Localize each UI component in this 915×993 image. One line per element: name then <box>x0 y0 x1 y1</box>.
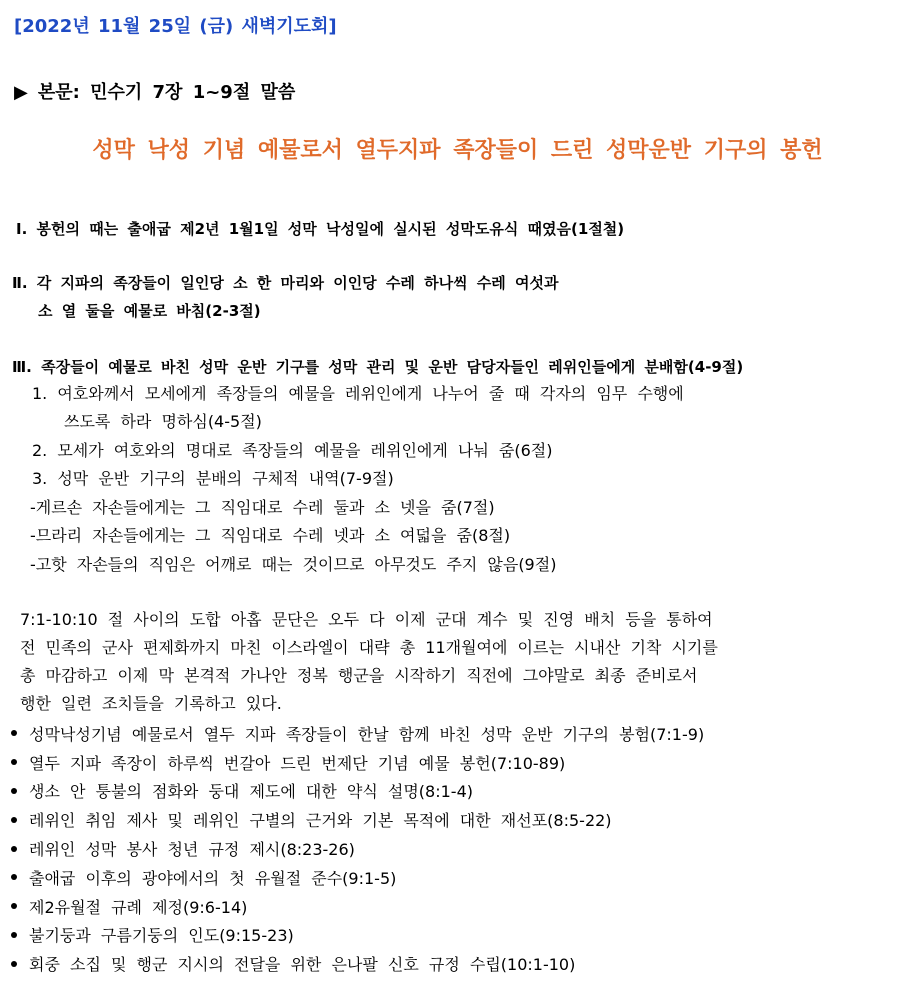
passage-heading <box>14 84 295 102</box>
bullet-icon <box>11 874 17 880</box>
detail-line-1: 1. 여호와께서 모세에게 족장들의 예물을 레위인에게 나누어 줄 때 각자의 임무 수행에 <box>32 384 684 403</box>
list-item: 생소 안 퉁불의 점화와 둥대 제도에 대한 약식 설명(8:1-4) <box>8 777 704 806</box>
list-item: 레위인 성막 봉사 청년 규정 제시(8:23-26) <box>8 834 704 863</box>
detail-gershon: -게르손 자손들에게는 그 직임대로 수레 둘과 소 넷을 줌(7절) <box>30 498 495 517</box>
list-item: 출애굽 이후의 광야에서의 첫 유월절 준수(9:1-5) <box>8 863 704 892</box>
bullet-icon <box>11 759 17 765</box>
detail-line-2: 2. 모세가 여호와의 명대로 족장들의 예물을 레위인에게 나눠 줌(6절) <box>32 441 553 460</box>
section-2-continuation: 소 열 둘을 예물로 바침(2-3절) <box>38 302 261 320</box>
bullet-icon <box>11 932 17 938</box>
detail-kohath: -고핫 자손들의 직임은 어깨로 때는 것이므로 아무것도 주지 않음(9절) <box>30 555 557 574</box>
paragraph-line-2: 전 민족의 군사 편제화까지 마친 이스라엘이 대략 총 11개월여에 이르는 시내산 기착 시기를 <box>20 638 718 657</box>
bullet-icon <box>11 730 17 736</box>
detail-merari: -므라리 자손들에게는 그 직임대로 수레 넷과 소 여덟을 줌(8절) <box>30 526 511 545</box>
section-2-heading: Ⅱ. 각 지파의 족장들이 일인당 소 한 마리와 이인당 수레 하나씩 수레 여섯과 <box>12 274 559 292</box>
bullet-icon <box>11 961 17 967</box>
paragraph-line-1: 7:1-10:10 절 사이의 도합 아홉 문단은 오두 다 이제 군대 계수 및 진영 배치 등을 통하여 <box>20 610 713 629</box>
sermon-title: 성막 낙성 기념 예물로서 열두지파 족장들이 드린 성막운반 기구의 봉헌 <box>92 138 823 163</box>
list-item: 레위인 취임 제사 및 레위인 구별의 근거와 기본 목적에 대한 재선포(8:5-22) <box>8 805 704 834</box>
passage-text: 본문: 민수기 7장 1~9절 말씀 <box>37 82 296 103</box>
play-triangle-icon: ▶ <box>14 82 28 103</box>
date-heading: [2022년 11월 25일 (금) 새벽기도회] <box>14 16 337 37</box>
detail-line-1-cont: 쓰도록 하라 명하심(4-5절) <box>64 412 262 431</box>
section-3-heading: Ⅲ. 족장들이 예물로 바친 성막 운반 기구를 성막 관리 및 운반 담당자들인 레위인들에게 분배함(4-9절) <box>12 358 744 376</box>
section-1-heading: Ⅰ. 봉헌의 때는 출애굽 제2년 1월1일 성막 낙성일에 실시된 성막도유식 때였음(1절철) <box>16 220 625 238</box>
list-item: 열두 지파 족장이 하루씩 번갈아 드린 번제단 기념 예물 봉헌(7:10-89) <box>8 748 704 777</box>
list-item: 제2유월절 규례 제정(9:6-14) <box>8 892 704 921</box>
paragraph-line-4: 행한 일련 조치들을 기록하고 있다. <box>20 694 282 713</box>
detail-line-3: 3. 성막 운반 기구의 분배의 구체적 내역(7-9절) <box>32 469 394 488</box>
list-item: 성막낙성기념 예물로서 열두 지파 족장들이 한날 함께 바친 성막 운반 기구의 봉험(7:1-9) <box>8 719 704 748</box>
list-item: 불기둥과 구름기둥의 인도(9:15-23) <box>8 921 704 950</box>
list-item: 회중 소집 및 행군 지시의 전달을 위한 은나팔 신호 규정 수립(10:1-10) <box>8 949 704 978</box>
bullet-icon <box>11 817 17 823</box>
bullet-icon <box>11 903 17 909</box>
paragraph-line-3: 총 마감하고 이제 막 본격적 가나안 정복 행군을 시작하기 직전에 그야말로 최종 준비로서 <box>20 666 698 685</box>
bullet-icon <box>11 846 17 852</box>
bullet-icon <box>11 788 17 794</box>
outline-bullet-list <box>8 719 704 978</box>
